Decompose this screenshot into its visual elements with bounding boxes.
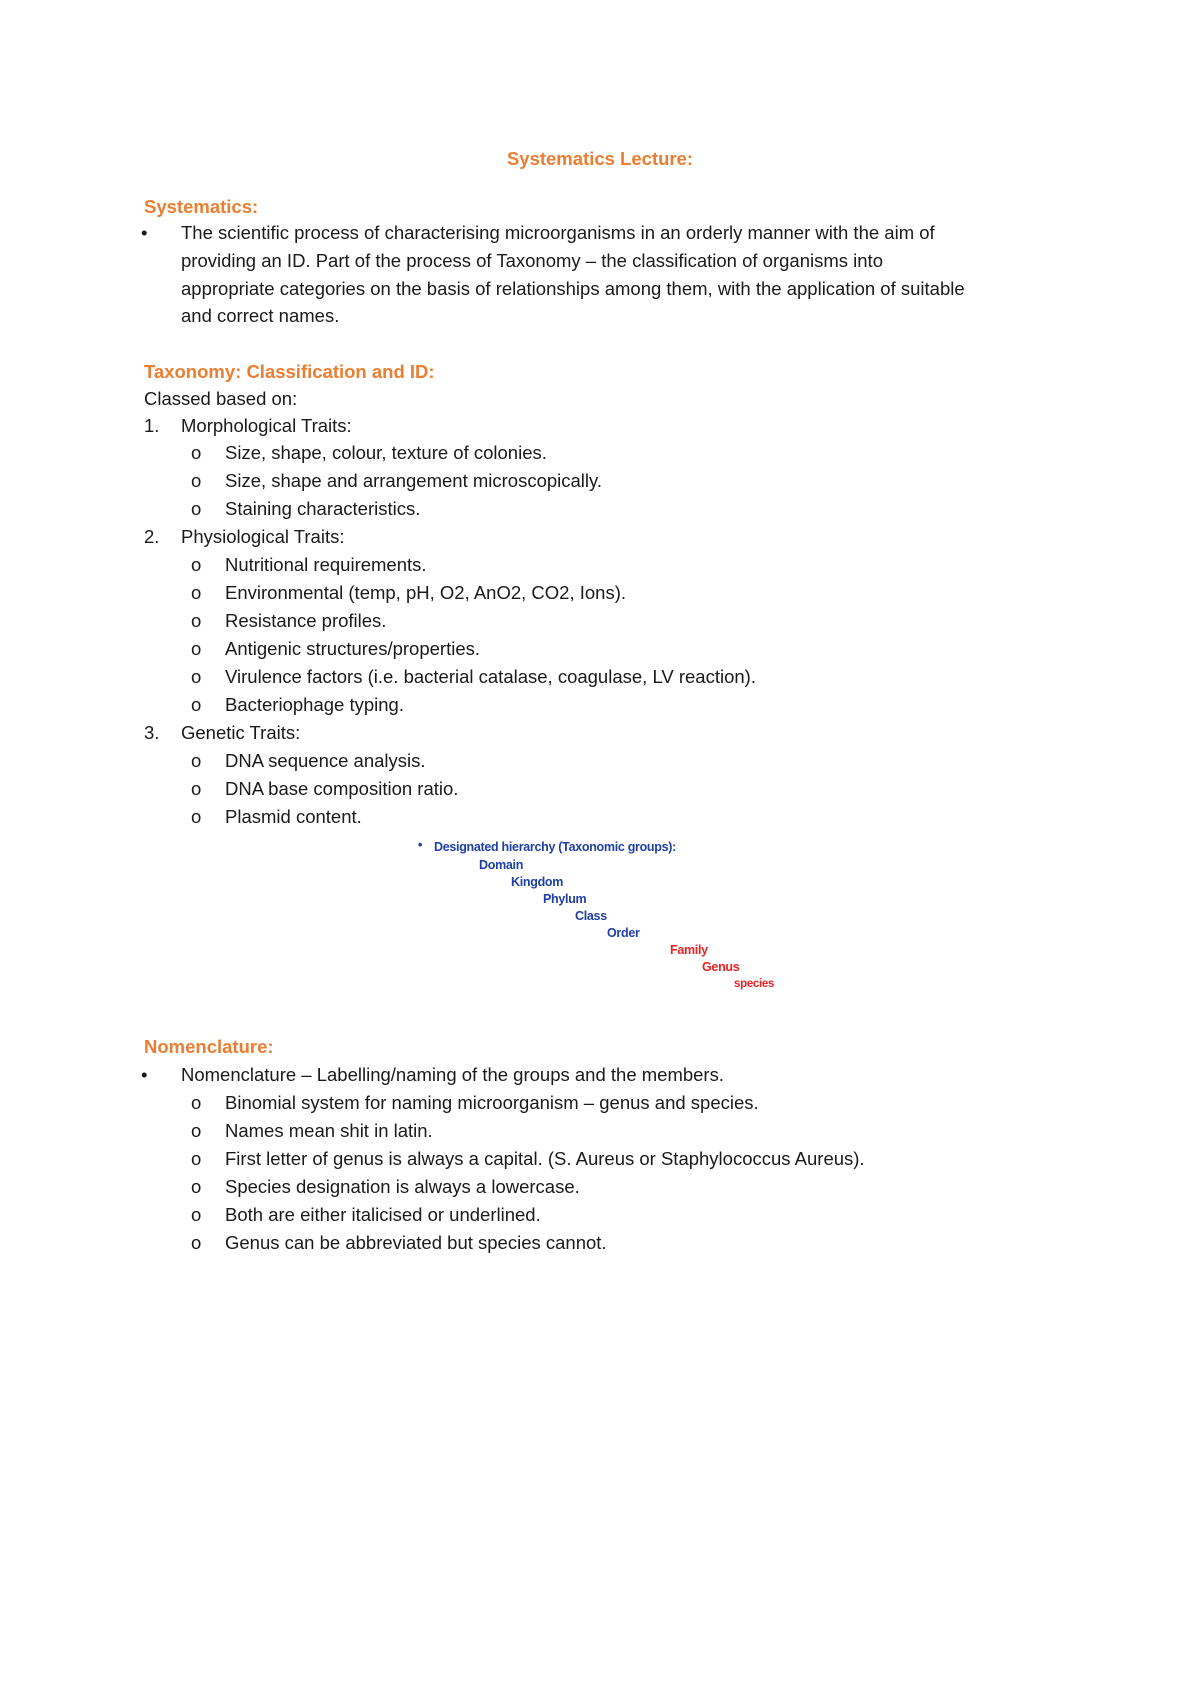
list-number: 1. — [144, 415, 160, 436]
list-number: 2. — [144, 526, 160, 547]
sub-bullet-icon: o — [191, 778, 202, 799]
list-item-genetic: Genetic Traits: — [181, 722, 301, 743]
hierarchy-level-family: Family — [670, 943, 708, 957]
section-heading-systematics: Systematics: — [144, 196, 259, 217]
sub-bullet-icon: o — [191, 470, 202, 491]
sub-bullet-icon: o — [191, 442, 202, 463]
paragraph-line: The scientific process of characterising microorganisms in an orderly manner with the aim of — [181, 222, 935, 243]
sub-bullet-icon: o — [191, 1148, 202, 1169]
paragraph-line: appropriate categories on the basis of relationships among them, with the application of suitable — [181, 278, 965, 299]
list-number: 3. — [144, 722, 160, 743]
sub-bullet-icon: o — [191, 750, 202, 771]
nomenclature-main: Nomenclature – Labelling/naming of the groups and the members. — [181, 1064, 724, 1085]
section-heading-nomenclature: Nomenclature: — [144, 1036, 274, 1057]
sub-list-item: Bacteriophage typing. — [225, 694, 404, 715]
page-title: Systematics Lecture: — [506, 148, 694, 169]
sub-bullet-icon: o — [191, 1092, 202, 1113]
sub-list-item: Size, shape, colour, texture of colonies. — [225, 442, 547, 463]
sub-bullet-icon: o — [191, 1204, 202, 1225]
hierarchy-level-species: species — [734, 978, 775, 990]
sub-list-item: Resistance profiles. — [225, 610, 387, 631]
hierarchy-level-kingdom: Kingdom — [511, 875, 564, 889]
sub-bullet-icon: o — [191, 638, 202, 659]
sub-list-item: Size, shape and arrangement microscopically. — [225, 470, 603, 491]
sub-list-item: Genus can be abbreviated but species cannot. — [225, 1232, 607, 1253]
sub-list-item: Environmental (temp, pH, O2, AnO2, CO2, Ions). — [225, 582, 627, 603]
sub-list-item: Both are either italicised or underlined. — [225, 1204, 541, 1225]
sub-list-item: Virulence factors (i.e. bacterial catalase, coagulase, LV reaction). — [225, 666, 756, 687]
bullet-icon: • — [141, 222, 148, 243]
section-heading-taxonomy: Taxonomy: Classification and ID: — [144, 361, 435, 382]
hierarchy-level-domain: Domain — [479, 858, 524, 872]
sub-list-item: Binomial system for naming microorganism – genus and species. — [225, 1092, 759, 1113]
hierarchy-level-class: Class — [575, 909, 607, 923]
sub-bullet-icon: o — [191, 694, 202, 715]
sub-bullet-icon: o — [191, 554, 202, 575]
bullet-icon: • — [141, 1064, 148, 1085]
taxonomy-intro: Classed based on: — [144, 388, 298, 409]
sub-bullet-icon: o — [191, 1176, 202, 1197]
sub-list-item: Nutritional requirements. — [225, 554, 427, 575]
sub-list-item: DNA base composition ratio. — [225, 778, 459, 799]
sub-bullet-icon: o — [191, 498, 202, 519]
sub-list-item: Species designation is always a lowercase. — [225, 1176, 580, 1197]
sub-list-item: Antigenic structures/properties. — [225, 638, 481, 659]
sub-bullet-icon: o — [191, 610, 202, 631]
hierarchy-level-phylum: Phylum — [543, 892, 587, 906]
list-item-morphological: Morphological Traits: — [181, 415, 352, 436]
sub-bullet-icon: o — [191, 1120, 202, 1141]
hierarchy-bullet-icon: • — [418, 838, 423, 852]
sub-bullet-icon: o — [191, 806, 202, 827]
sub-list-item: Names mean shit in latin. — [225, 1120, 433, 1141]
sub-list-item: First letter of genus is always a capital. (S. Aureus or Staphylococcus Aureus). — [225, 1148, 865, 1169]
sub-list-item: DNA sequence analysis. — [225, 750, 426, 771]
sub-bullet-icon: o — [191, 1232, 202, 1253]
sub-bullet-icon: o — [191, 666, 202, 687]
paragraph-line: and correct names. — [181, 305, 340, 326]
sub-list-item: Staining characteristics. — [225, 498, 421, 519]
hierarchy-heading: Designated hierarchy (Taxonomic groups): — [434, 840, 676, 854]
sub-bullet-icon: o — [191, 582, 202, 603]
paragraph-line: providing an ID. Part of the process of Taxonomy – the classification of organisms into — [181, 250, 883, 271]
hierarchy-level-genus: Genus — [702, 960, 740, 974]
hierarchy-level-order: Order — [607, 926, 640, 940]
list-item-physiological: Physiological Traits: — [181, 526, 345, 547]
sub-list-item: Plasmid content. — [225, 806, 362, 827]
